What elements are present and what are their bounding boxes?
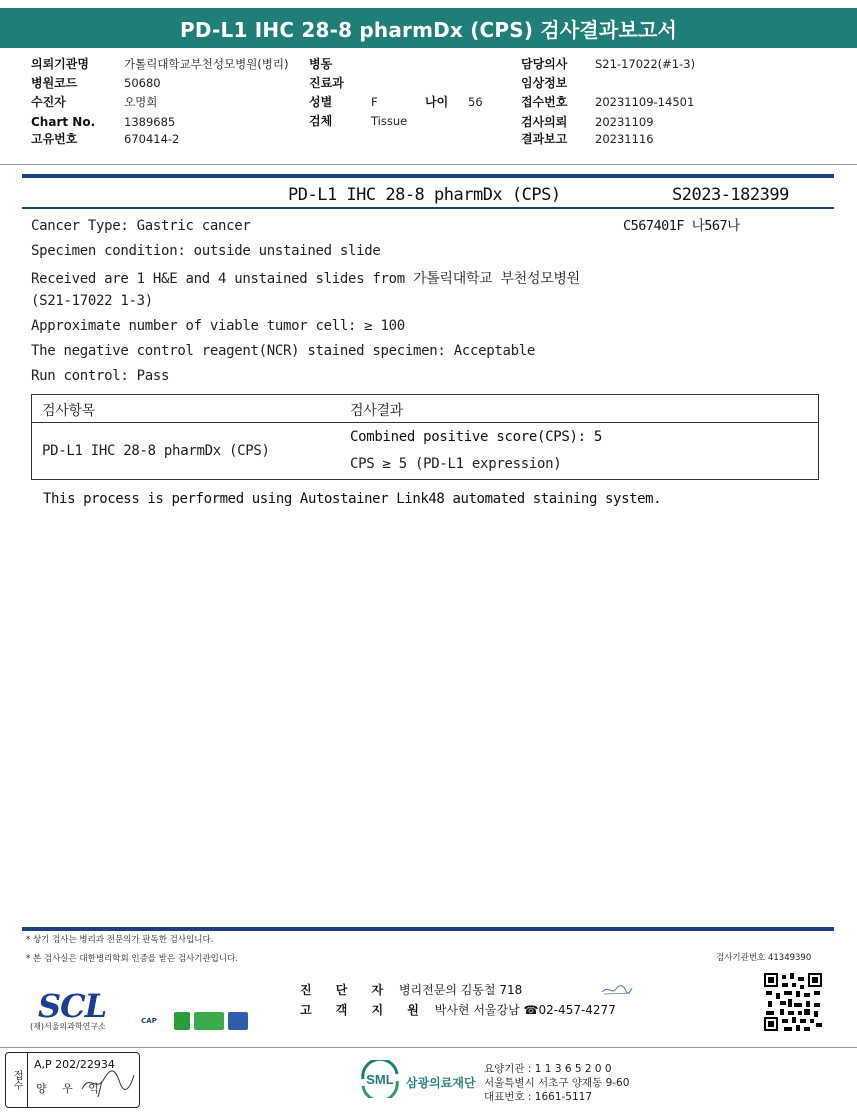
chart-value: 1389685 (124, 115, 176, 129)
sml-code: 요양기관 : 1 1 3 6 5 2 0 0 (484, 1063, 612, 1075)
process-note: This process is performed using Autostainer Link48 automated staining system. (43, 491, 662, 507)
qr-code-icon (764, 973, 822, 1031)
cps-score-cell: Combined positive score(CPS): 5 (350, 429, 602, 445)
signature-mark-icon (600, 983, 634, 997)
stamp-side-text: 접수 (11, 1070, 22, 1090)
specimen-label: 검체 (309, 114, 333, 128)
bottom-divider (0, 1047, 857, 1048)
contact-label: 고 객 지 원 (300, 1003, 429, 1017)
unique-label: 고유번호 (31, 132, 78, 146)
footer-note-2: * 본 검사실은 대한병리학회 인증을 받은 검사기관입니다. (26, 954, 239, 964)
header-divider (0, 164, 857, 165)
case-number-line: (S21-17022 1-3) (31, 293, 153, 309)
institution-label: 의뢰기관명 (31, 57, 89, 71)
report-label: 결과보고 (521, 132, 568, 146)
sml-name: 삼광의료재단 (406, 1076, 476, 1090)
tumor-cell-line: Approximate number of viable tumor cell: ≥ 100 (31, 318, 405, 334)
request-label: 검사의뢰 (521, 115, 568, 129)
age-label: 나이 (425, 95, 449, 109)
col-result-header: 검사결과 (350, 403, 403, 419)
stamp-ap-number: A,P 202/22934 (34, 1058, 115, 1071)
col-test-item-header: 검사항목 (42, 403, 95, 419)
report-section-title: PD-L1 IHC 28-8 pharmDx (CPS) (288, 185, 561, 205)
sex-value: F (371, 95, 378, 109)
report-number: S2023-182399 (672, 185, 789, 205)
org-number: 검사기관번호 41349390 (716, 953, 812, 963)
diagnoser-line (300, 981, 522, 998)
report-title: PD-L1 IHC 28-8 pharmDx (CPS) 검사결과보고서 (179, 17, 678, 42)
scl-logo: SCL (38, 987, 107, 1025)
footer-rule (22, 927, 834, 931)
ward-label: 병동 (309, 57, 333, 71)
accession-value: 20231109-14501 (595, 95, 695, 109)
sml-address: 서울특별시 서초구 양재동 9-60 (484, 1077, 630, 1089)
stamp-side-label (6, 1053, 28, 1107)
patient-value: 오명희 (124, 95, 158, 109)
specimen-condition-line: Specimen condition: outside unstained slide (31, 243, 381, 259)
diagnoser-value: 병리전문의 김동철 718 (398, 983, 523, 997)
dept-label: 진료과 (309, 76, 344, 90)
diagnoser-label: 진 단 자 (300, 983, 394, 997)
contact-line (300, 1001, 616, 1018)
report-title-bar (0, 8, 857, 48)
result-table (31, 394, 819, 480)
cert-badge-blue-icon (228, 1012, 248, 1030)
cancer-type-line: Cancer Type: Gastric cancer (31, 218, 251, 234)
report-title-rule (22, 207, 834, 209)
cps-expression-cell: CPS ≥ 5 (PD-L1 expression) (350, 456, 562, 472)
result-table-header (32, 395, 818, 423)
cap-cert-badge (127, 1012, 171, 1030)
sml-logo-icon (357, 1060, 403, 1098)
scl-name: (재)서울의과학연구소 (30, 1022, 106, 1031)
svg-text:SML: SML (366, 1072, 394, 1087)
institution-value: 가톨릭대학교부천성모병원(병리) (124, 57, 289, 71)
hospital-code-value: 50680 (124, 76, 161, 90)
ncr-line: The negative control reagent(NCR) stained specimen: Acceptable (31, 343, 535, 359)
sample-code: C567401F 나567나 (623, 218, 740, 234)
request-value: 20231109 (595, 115, 654, 129)
age-value: 56 (468, 95, 483, 109)
receipt-stamp (5, 1052, 140, 1108)
doctor-label: 담당의사 (521, 57, 568, 71)
stamp-signature-icon (78, 1067, 138, 1101)
chart-label: Chart No. (31, 115, 96, 129)
cert-badge-wave-icon (194, 1012, 224, 1030)
hospital-code-label: 병원코드 (31, 76, 78, 90)
clinical-label: 임상정보 (521, 76, 568, 90)
patient-label: 수진자 (31, 95, 66, 109)
sex-label: 성별 (309, 95, 333, 109)
received-line: Received are 1 H&E and 4 unstained slides from 가톨릭대학교 부천성모병원 (31, 271, 580, 287)
sml-phone: 대표번호 : 1661-5117 (484, 1091, 593, 1103)
report-value: 20231116 (595, 132, 654, 146)
run-control-line: Run control: Pass (31, 368, 170, 384)
stamp-name: 양 우 익 (36, 1082, 105, 1095)
doctor-value: S21-17022(#1-3) (595, 57, 696, 71)
cap-cert-label: CAP (141, 1017, 157, 1025)
cert-badge-green-icon (174, 1012, 190, 1030)
contact-value: 박사현 서울강남 ☎02-457-4277 (434, 1003, 616, 1017)
test-item-cell: PD-L1 IHC 28-8 pharmDx (CPS) (42, 443, 270, 459)
unique-value: 670414-2 (124, 132, 180, 146)
footer-note-1: * 상기 검사는 병리과 전문의가 판독한 검사입니다. (26, 935, 214, 945)
accession-label: 접수번호 (521, 95, 568, 109)
report-top-rule (22, 174, 834, 178)
specimen-value: Tissue (371, 114, 408, 128)
